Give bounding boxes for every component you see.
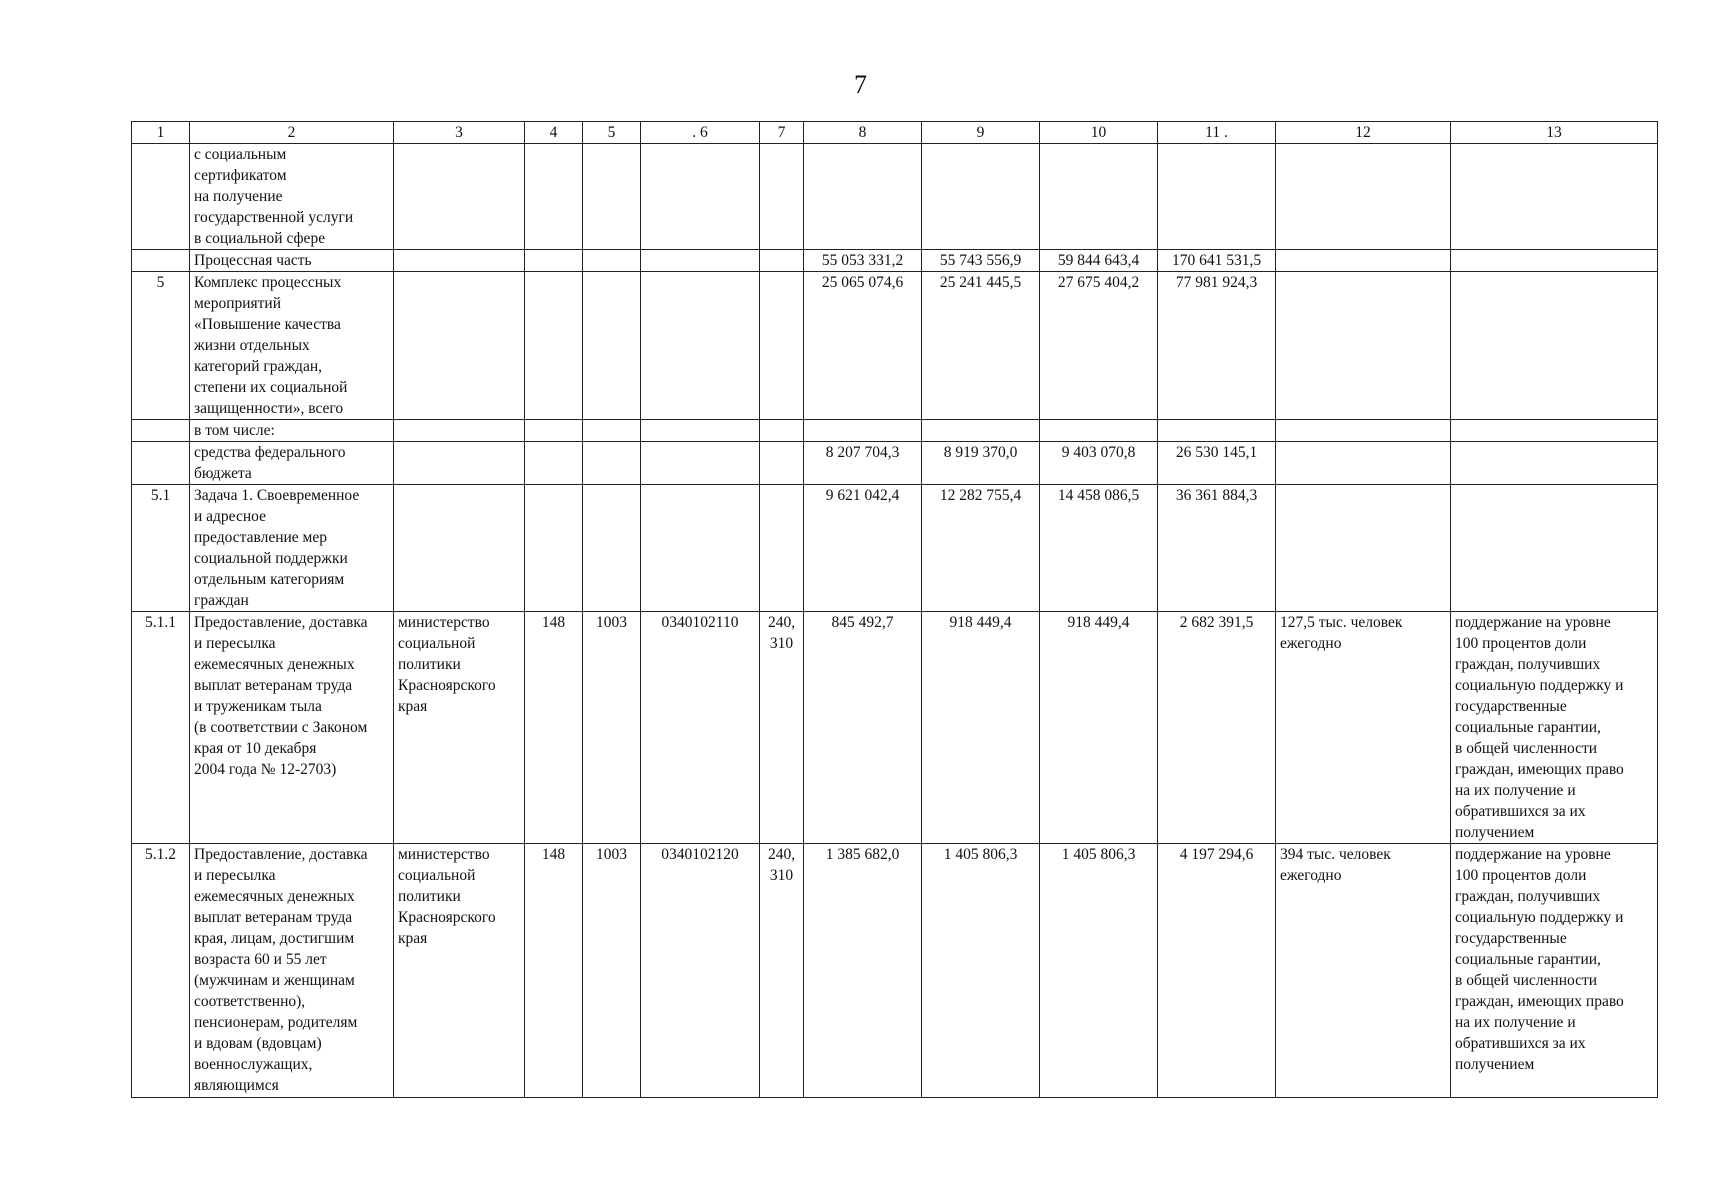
row-number-cell <box>132 442 190 485</box>
result-cell <box>1276 144 1451 250</box>
expense-type-cell: 240, 310 <box>760 612 804 844</box>
indicator-cell <box>1451 144 1658 250</box>
amount-cell: 9 403 070,8 <box>1040 442 1158 485</box>
result-cell <box>1276 485 1451 612</box>
column-header: 7 <box>760 122 804 144</box>
name-cell: с социальным сертификатом на получение государственной услуги в социальной сфере <box>190 144 394 250</box>
amount-total-cell <box>1158 144 1276 250</box>
target-article-cell: 0340102120 <box>641 844 760 1098</box>
amount-cell: 25 065 074,6 <box>804 272 922 420</box>
column-header: 8 <box>804 122 922 144</box>
executor-cell <box>394 420 525 442</box>
column-header: 1 <box>132 122 190 144</box>
column-header: 5 <box>583 122 641 144</box>
target-article-cell <box>641 144 760 250</box>
column-number-row <box>132 122 1658 144</box>
expense-type-cell: 240, 310 <box>760 844 804 1098</box>
indicator-cell: поддержание на уровне 100 процентов доли граждан, получивших социальную поддержку и государственные социальные гарантии, в общей численности граждан, имеющих право на их получение и обратившихся за их получением <box>1451 844 1658 1098</box>
name-cell: Предоставление, доставка и пересылка ежемесячных денежных выплат ветеранам труда края, лицам, достигшим возраста 60 и 55 лет (мужчинам и женщинам соответственно), пенсионерам, родителям и вдовам (вдовцам) военнослужащих, являющимся <box>190 844 394 1098</box>
name-cell: Процессная часть <box>190 250 394 272</box>
executor-cell: министерство социальной политики Красноярского края <box>394 612 525 844</box>
section-code-cell: 1003 <box>583 612 641 844</box>
table-row <box>132 272 1658 420</box>
amount-cell: 845 492,7 <box>804 612 922 844</box>
grbs-code-cell <box>525 420 583 442</box>
target-article-cell <box>641 485 760 612</box>
target-article-cell <box>641 250 760 272</box>
amount-cell: 14 458 086,5 <box>1040 485 1158 612</box>
indicator-cell <box>1451 272 1658 420</box>
section-code-cell <box>583 420 641 442</box>
amount-total-cell: 77 981 924,3 <box>1158 272 1276 420</box>
amount-total-cell: 4 197 294,6 <box>1158 844 1276 1098</box>
column-header: 4 <box>525 122 583 144</box>
section-code-cell <box>583 250 641 272</box>
amount-cell: 1 385 682,0 <box>804 844 922 1098</box>
amount-cell: 8 207 704,3 <box>804 442 922 485</box>
column-header: 12 <box>1276 122 1451 144</box>
table-row <box>132 250 1658 272</box>
amount-cell <box>804 144 922 250</box>
result-cell <box>1276 420 1451 442</box>
expense-type-cell <box>760 420 804 442</box>
target-article-cell <box>641 442 760 485</box>
amount-cell: 27 675 404,2 <box>1040 272 1158 420</box>
expense-type-cell <box>760 442 804 485</box>
column-header: 3 <box>394 122 525 144</box>
indicator-cell <box>1451 420 1658 442</box>
section-code-cell <box>583 442 641 485</box>
grbs-code-cell <box>525 250 583 272</box>
name-cell: средства федерального бюджета <box>190 442 394 485</box>
table-row <box>132 485 1658 612</box>
executor-cell <box>394 144 525 250</box>
amount-cell <box>1040 144 1158 250</box>
expense-type-cell <box>760 144 804 250</box>
table-row <box>132 844 1658 1098</box>
table-row <box>132 420 1658 442</box>
target-article-cell: 0340102110 <box>641 612 760 844</box>
executor-cell <box>394 485 525 612</box>
amount-cell: 1 405 806,3 <box>1040 844 1158 1098</box>
result-cell: 394 тыс. человек ежегодно <box>1276 844 1451 1098</box>
target-article-cell <box>641 272 760 420</box>
result-cell <box>1276 250 1451 272</box>
amount-cell: 55 743 556,9 <box>922 250 1040 272</box>
row-number-cell <box>132 420 190 442</box>
grbs-code-cell <box>525 144 583 250</box>
section-code-cell <box>583 485 641 612</box>
amount-total-cell: 26 530 145,1 <box>1158 442 1276 485</box>
page-number: 7 <box>854 70 867 99</box>
column-header: 9 <box>922 122 1040 144</box>
executor-cell <box>394 250 525 272</box>
amount-cell <box>804 420 922 442</box>
name-cell: Предоставление, доставка и пересылка ежемесячных денежных выплат ветеранам труда и труженикам тыла (в соответствии с Законом края от 10 декабря 2004 года № 12-2703) <box>190 612 394 844</box>
result-cell <box>1276 272 1451 420</box>
row-number-cell: 5.1.2 <box>132 844 190 1098</box>
row-number-cell: 5.1 <box>132 485 190 612</box>
indicator-cell <box>1451 485 1658 612</box>
row-number-cell: 5 <box>132 272 190 420</box>
result-cell: 127,5 тыс. человек ежегодно <box>1276 612 1451 844</box>
executor-cell: министерство социальной политики Красноярского края <box>394 844 525 1098</box>
column-header: 2 <box>190 122 394 144</box>
section-code-cell <box>583 272 641 420</box>
result-cell <box>1276 442 1451 485</box>
column-header: . 6 <box>641 122 760 144</box>
target-article-cell <box>641 420 760 442</box>
amount-cell: 918 449,4 <box>1040 612 1158 844</box>
amount-cell: 59 844 643,4 <box>1040 250 1158 272</box>
amount-cell: 1 405 806,3 <box>922 844 1040 1098</box>
amount-cell: 8 919 370,0 <box>922 442 1040 485</box>
section-code-cell <box>583 144 641 250</box>
indicator-cell <box>1451 442 1658 485</box>
amount-cell: 55 053 331,2 <box>804 250 922 272</box>
table-row <box>132 612 1658 844</box>
indicator-cell: поддержание на уровне 100 процентов доли граждан, получивших социальную поддержку и государственные социальные гарантии, в общей численности граждан, имеющих право на их получение и обратившихся за их получением <box>1451 612 1658 844</box>
executor-cell <box>394 442 525 485</box>
row-number-cell <box>132 250 190 272</box>
expense-type-cell <box>760 250 804 272</box>
name-cell: Задача 1. Своевременное и адресное предоставление мер социальной поддержки отдельным категориям граждан <box>190 485 394 612</box>
amount-total-cell: 2 682 391,5 <box>1158 612 1276 844</box>
grbs-code-cell <box>525 485 583 612</box>
grbs-code-cell: 148 <box>525 844 583 1098</box>
grbs-code-cell <box>525 272 583 420</box>
amount-cell <box>922 144 1040 250</box>
executor-cell <box>394 272 525 420</box>
table-row <box>132 442 1658 485</box>
column-header: 10 <box>1040 122 1158 144</box>
section-code-cell: 1003 <box>583 844 641 1098</box>
amount-total-cell: 36 361 884,3 <box>1158 485 1276 612</box>
amount-cell: 25 241 445,5 <box>922 272 1040 420</box>
expense-type-cell <box>760 272 804 420</box>
amount-total-cell <box>1158 420 1276 442</box>
program-table <box>131 121 1658 1098</box>
grbs-code-cell: 148 <box>525 612 583 844</box>
amount-total-cell: 170 641 531,5 <box>1158 250 1276 272</box>
name-cell: Комплекс процессных мероприятий «Повышение качества жизни отдельных категорий граждан, степени их социальной защищенности», всего <box>190 272 394 420</box>
amount-cell <box>922 420 1040 442</box>
name-cell: в том числе: <box>190 420 394 442</box>
column-header: 13 <box>1451 122 1658 144</box>
amount-cell: 12 282 755,4 <box>922 485 1040 612</box>
expense-type-cell <box>760 485 804 612</box>
amount-cell: 918 449,4 <box>922 612 1040 844</box>
table-row <box>132 144 1658 250</box>
row-number-cell: 5.1.1 <box>132 612 190 844</box>
column-header: 11 . <box>1158 122 1276 144</box>
indicator-cell <box>1451 250 1658 272</box>
amount-cell <box>1040 420 1158 442</box>
amount-cell: 9 621 042,4 <box>804 485 922 612</box>
row-number-cell <box>132 144 190 250</box>
grbs-code-cell <box>525 442 583 485</box>
